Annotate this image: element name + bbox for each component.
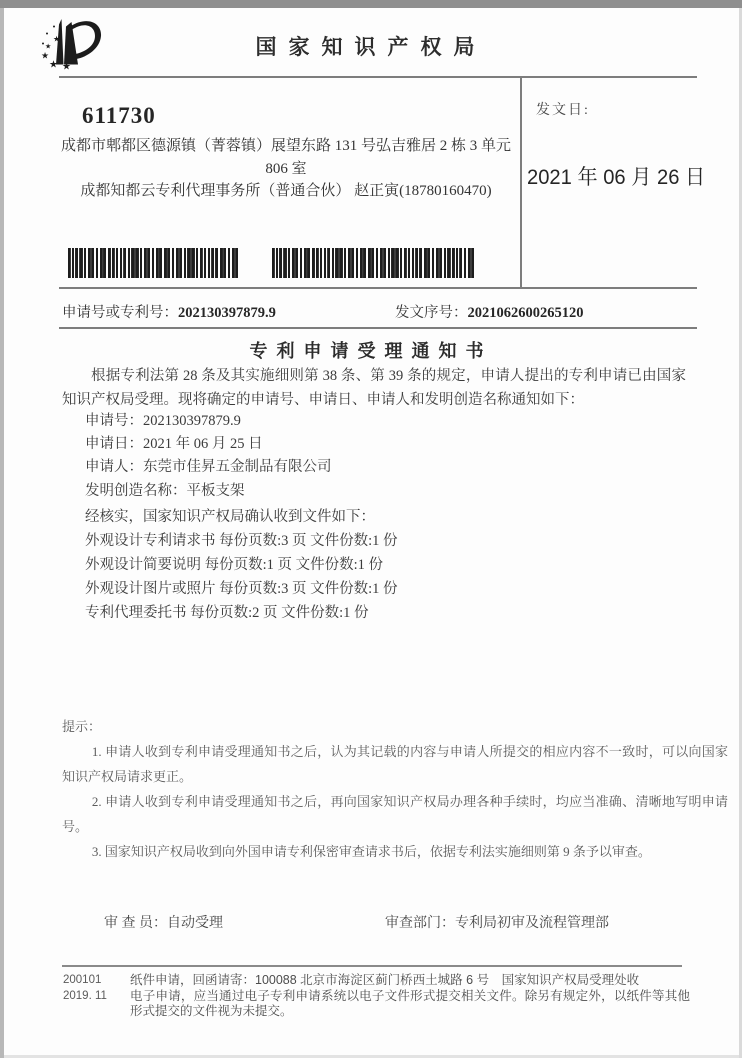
address-line-3: 成都知都云专利代理事务所（普通合伙） 赵正寅(18780160470) xyxy=(80,183,492,199)
barcode-rule xyxy=(59,287,697,289)
reference-rule xyxy=(59,327,697,329)
svg-text:★: ★ xyxy=(41,51,50,62)
issue-date-label: 发文日: xyxy=(536,103,590,118)
application-no: 202130397879.9 xyxy=(178,305,276,321)
field-invention-title: 发明创造名称：平板支架 xyxy=(85,482,245,499)
notice-paragraph: 根据专利法第 28 条及其实施细则第 38 条、第 39 条的规定，申请人提出的专利申请已由国家知识产权局受理。现将确定的申请号、申请日、申请人和发明创造名称通知如下： xyxy=(62,368,686,408)
department-label: 审查部门： xyxy=(385,916,455,931)
recipient-address xyxy=(60,135,512,203)
svg-text:★: ★ xyxy=(62,61,71,70)
tips-item: 2. 申请人收到专利申请受理通知书之后，再向国家知识产权局办理各种手续时，均应当准确、清晰地写明申请号。 xyxy=(62,794,728,834)
tips-item: 1. 申请人收到专利申请受理通知书之后，认为其记载的内容与申请人所提交的相应内容不一致时，可以向国家知识产权局请求更正。 xyxy=(62,744,728,784)
footer-instructions xyxy=(130,973,690,1020)
serial-no-group xyxy=(395,301,584,322)
document-item: 专利代理委托书 每份页数:2 页 文件份数:1 份 xyxy=(85,605,369,621)
field-application-no: 申请号：202130397879.9 xyxy=(85,413,241,429)
document-item: 外观设计专利请求书 每份页数:3 页 文件份数:1 份 xyxy=(85,533,398,549)
document-item: 外观设计图片或照片 每份页数:3 页 文件份数:1 份 xyxy=(85,581,398,597)
tips-title: 提示： xyxy=(62,719,102,734)
svg-text:★: ★ xyxy=(45,42,52,51)
tips-section xyxy=(62,714,728,864)
examiner-value: 自动受理 xyxy=(167,916,223,931)
department-group xyxy=(385,912,609,932)
header-rule xyxy=(59,76,697,78)
application-no-label: 申请号或专利号： xyxy=(62,305,178,321)
field-applicant: 申请人：东莞市佳昇五金制品有限公司 xyxy=(85,459,332,476)
document-item: 外观设计简要说明 每份页数:1 页 文件份数:1 份 xyxy=(85,557,384,573)
issue-date-value: 2021 年 06 月 26 日 xyxy=(527,166,706,189)
reference-row xyxy=(62,301,698,322)
barcode-application xyxy=(68,248,238,278)
footer-electronic-instruction: 电子申请，应当通过电子专利申请系统以电子文件形式提交相关文件。除另有规定外，以纸件等其他形式提交的文件视为未提交。 xyxy=(130,988,690,1018)
footer-paper-instruction: 纸件申请，回函请寄：100088 北京市海淀区蓟门桥西土城路 6 号 国家知识产权局受理处收 xyxy=(130,973,640,987)
received-intro: 经核实，国家知识产权局确认收到文件如下： xyxy=(85,509,375,525)
barcode-serial xyxy=(272,248,475,278)
postal-code: 611730 xyxy=(82,103,156,128)
notice-fields xyxy=(85,410,332,503)
examiner-label: 审 查 员： xyxy=(104,916,167,931)
org-title: 国家知识产权局 xyxy=(255,35,487,59)
footer-form-date: 2019. 11 xyxy=(63,989,107,1002)
department-value: 专利局初审及流程管理部 xyxy=(455,916,609,931)
received-documents xyxy=(85,505,398,625)
footer-form-code: 200101 xyxy=(63,974,102,986)
notice-title: 专利申请受理通知书 xyxy=(249,341,493,361)
footer-rule xyxy=(62,965,682,967)
examiner-group xyxy=(104,912,223,932)
svg-text:★: ★ xyxy=(49,59,58,70)
svg-text:★: ★ xyxy=(53,34,61,44)
serial-no-label: 发文序号： xyxy=(395,305,468,321)
footer-form-codes xyxy=(63,973,107,1004)
field-filing-date: 申请日：2021 年 06 月 25 日 xyxy=(85,436,263,453)
scan-edge-left xyxy=(0,8,4,1058)
scan-edge-top xyxy=(0,0,742,8)
date-box-divider xyxy=(520,76,522,289)
tips-item: 3. 国家知识产权局收到向外国申请专利保密审查请求书后，依据专利法实施细则第 9 条予以审查。 xyxy=(91,844,651,859)
serial-no: 2021062600265120 xyxy=(467,305,584,321)
address-line-1: 成都市郫都区德源镇（菁蓉镇）展望东路 131 号弘吉雅居 2 栋 3 单元 xyxy=(60,138,511,154)
address-line-2: 806 室 xyxy=(265,160,307,177)
